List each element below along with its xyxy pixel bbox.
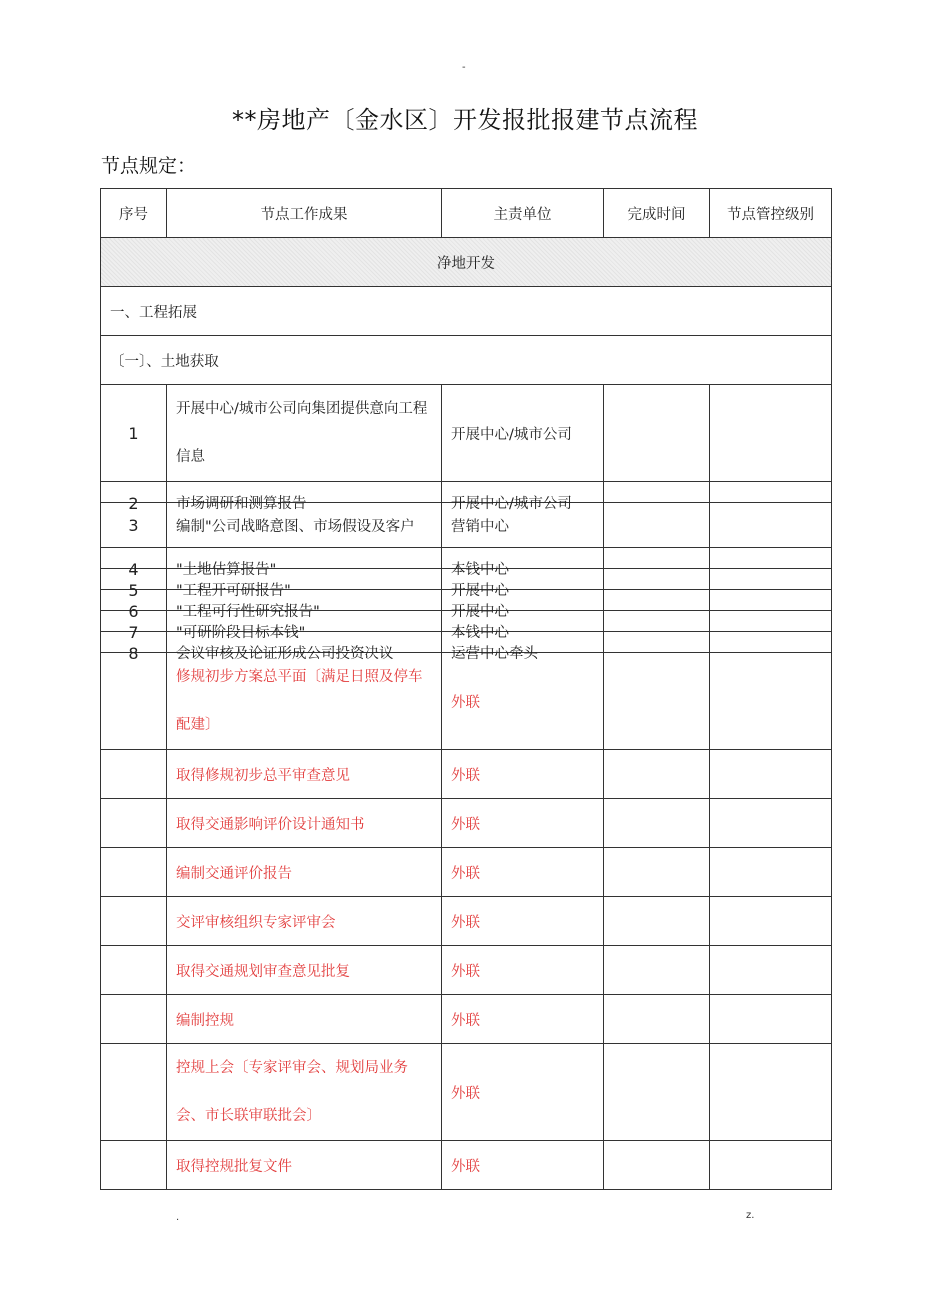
table-row <box>101 1141 832 1190</box>
table-row <box>101 897 832 946</box>
row-seq: 8 <box>128 644 139 663</box>
row-item: "工程开可研报告" <box>176 583 291 599</box>
header-mark: - <box>462 62 466 73</box>
section-label: 节点规定： <box>101 155 197 177</box>
row-item: 会议审核及论证形成公司投资决议 <box>176 646 394 662</box>
table-row <box>101 632 832 653</box>
row-seq: 3 <box>101 503 167 548</box>
header-unit: 主责单位 <box>442 189 604 238</box>
table-row <box>101 590 832 611</box>
table-row <box>101 653 832 750</box>
header-level: 节点管控级别 <box>710 189 832 238</box>
table-row <box>101 750 832 799</box>
row-item: "工程可行性研究报告" <box>176 604 320 620</box>
row-unit: 外联 <box>442 1141 604 1190</box>
row-item: 编制控规 <box>167 995 442 1044</box>
table-row <box>101 611 832 632</box>
row-unit: 本钱中心 <box>451 625 509 641</box>
row-unit: 开展中心 <box>451 583 509 599</box>
row-unit: 开展中心/城市公司 <box>442 385 604 482</box>
header-item: 节点工作成果 <box>167 189 442 238</box>
table-row <box>101 548 832 569</box>
footer-left-mark: . <box>176 1212 180 1223</box>
row-seq: 5 <box>128 581 139 600</box>
table-row <box>101 385 832 482</box>
row-unit: 开展中心/城市公司 <box>451 496 572 512</box>
row-unit: 运营中心牵头 <box>451 646 538 662</box>
row-item: 取得修规初步总平审查意见 <box>167 750 442 799</box>
row-unit: 营销中心 <box>442 503 604 548</box>
table-row <box>101 995 832 1044</box>
table-row <box>101 946 832 995</box>
table-row <box>101 482 832 503</box>
table-row <box>101 848 832 897</box>
footer-right-mark: z. <box>746 1210 755 1221</box>
row-unit: 开展中心 <box>451 604 509 620</box>
row-seq: 4 <box>128 560 139 579</box>
table-row <box>101 569 832 590</box>
level1-row <box>101 287 832 336</box>
row-item: 编制"公司战略意图、市场假设及客户 <box>167 503 442 548</box>
row-item: 开展中心/城市公司向集团提供意向工程信息 <box>167 385 442 482</box>
row-unit: 外联 <box>442 897 604 946</box>
row-seq: 6 <box>128 602 139 621</box>
row-unit: 外联 <box>442 750 604 799</box>
table-header-row <box>101 189 832 238</box>
row-item: 控规上会〔专家评审会、规划局业务会、市长联审联批会〕 <box>167 1044 442 1141</box>
row-seq: 7 <box>128 623 139 642</box>
row-item: 取得交通规划审查意见批复 <box>167 946 442 995</box>
row-seq: 1 <box>101 385 167 482</box>
row-unit: 外联 <box>442 848 604 897</box>
row-seq: 2 <box>128 494 139 513</box>
table-row <box>101 799 832 848</box>
row-item: 取得控规批复文件 <box>167 1141 442 1190</box>
row-item: 取得交通影响评价设计通知书 <box>167 799 442 848</box>
document-title: **房地产〔金水区〕开发报批报建节点流程 <box>232 106 698 134</box>
row-unit: 外联 <box>442 799 604 848</box>
row-item: 修规初步方案总平面〔满足日照及停车配建〕 <box>167 653 442 750</box>
node-table <box>100 188 831 1190</box>
row-item: "土地估算报告" <box>176 562 277 578</box>
row-item: 编制交通评价报告 <box>167 848 442 897</box>
row-item: 市场调研和测算报告 <box>176 496 307 512</box>
header-time: 完成时间 <box>604 189 710 238</box>
row-item: "可研阶段目标本钱" <box>176 625 306 641</box>
row-level <box>710 385 832 482</box>
header-seq: 序号 <box>101 189 167 238</box>
level1-label: 一、工程拓展 <box>101 287 832 336</box>
level2-label: 〔一〕、土地获取 <box>101 336 832 385</box>
row-unit: 外联 <box>442 1044 604 1141</box>
row-unit: 本钱中心 <box>451 562 509 578</box>
row-unit: 外联 <box>442 995 604 1044</box>
level2-row <box>101 336 832 385</box>
table-row <box>101 1044 832 1141</box>
row-time <box>604 385 710 482</box>
group-label: 净地开发 <box>101 238 832 287</box>
row-unit: 外联 <box>442 946 604 995</box>
row-unit: 外联 <box>442 653 604 750</box>
row-item: 交评审核组织专家评审会 <box>167 897 442 946</box>
group-row <box>101 238 832 287</box>
